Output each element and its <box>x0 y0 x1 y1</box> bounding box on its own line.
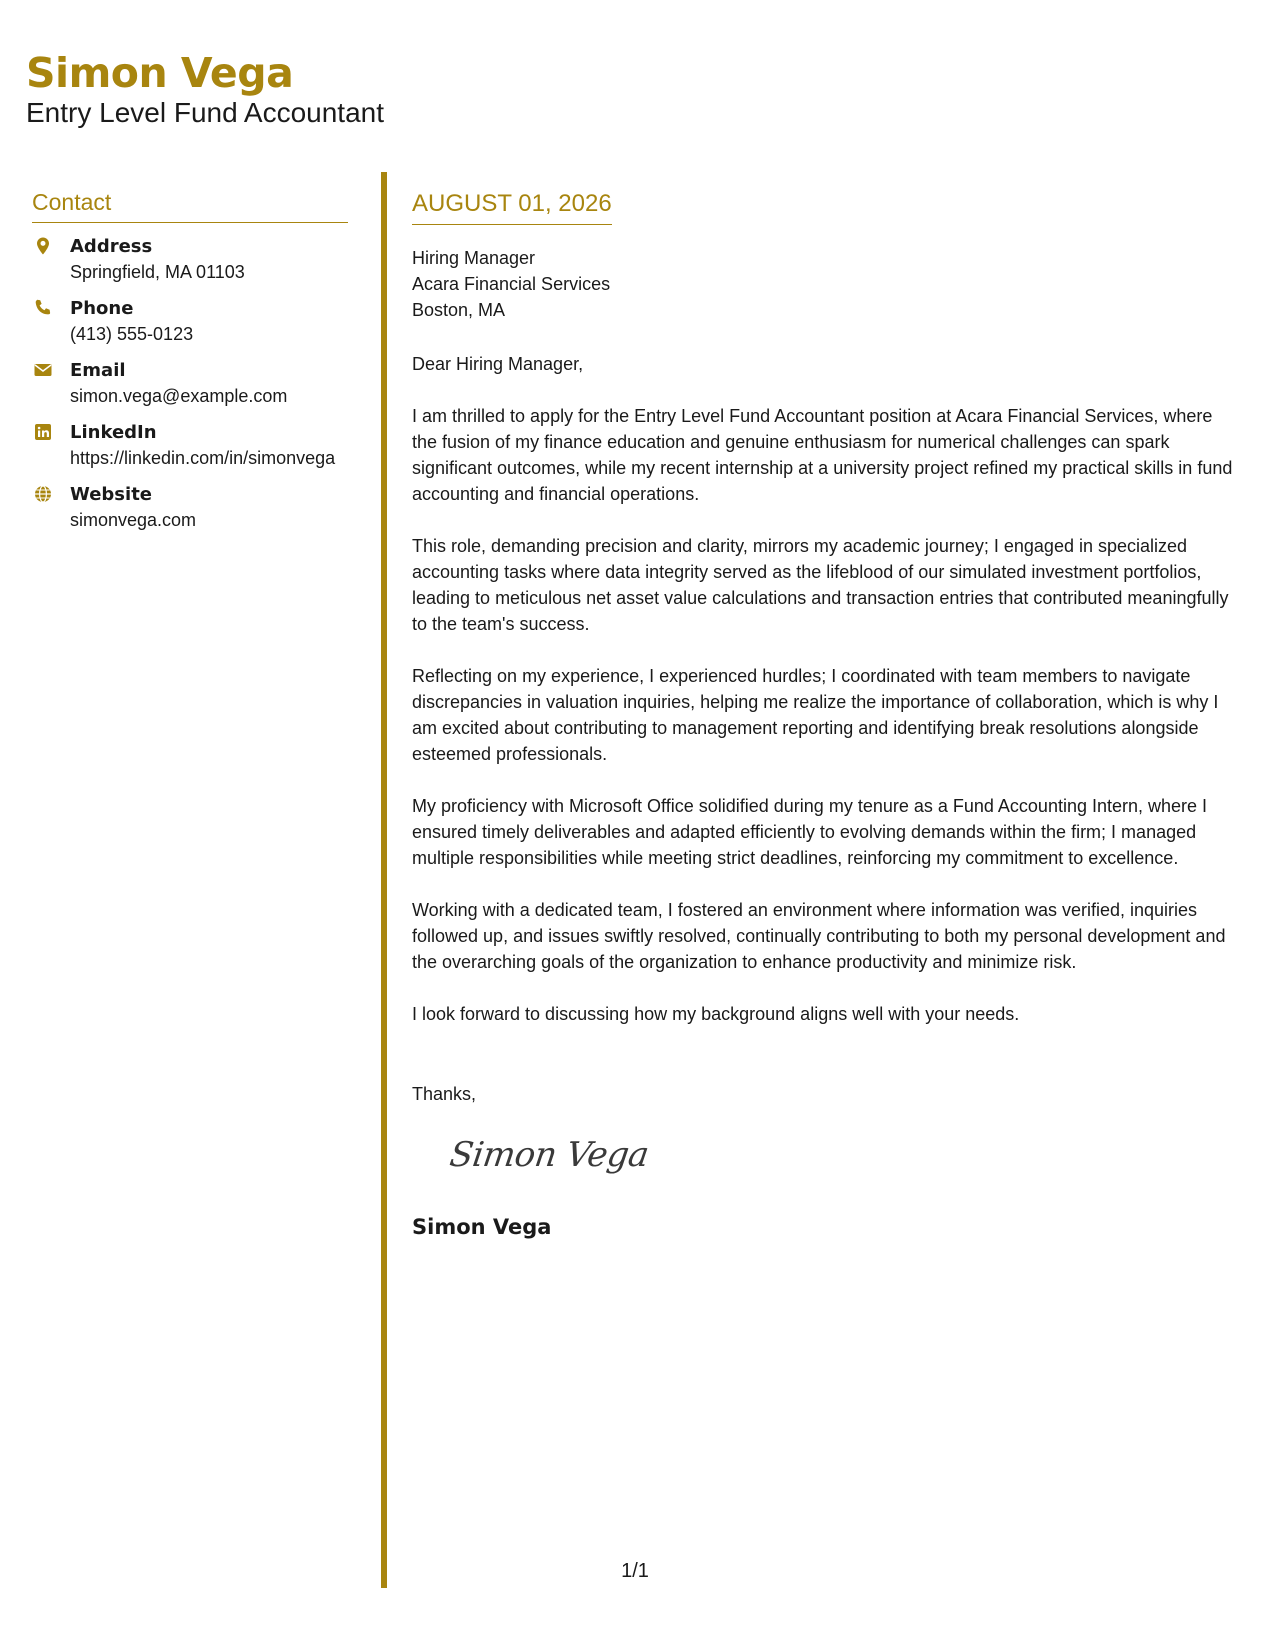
address-value: Springfield, MA 01103 <box>70 262 245 282</box>
contact-item-phone <box>32 297 348 347</box>
recipient-line: Hiring Manager <box>412 248 536 268</box>
email-value[interactable]: simon.vega@example.com <box>70 386 288 406</box>
letter-paragraph: Reflecting on my experience, I experienced hurdles; I coordinated with team members to navigate discrepancies in valuation inquiries, helping me realize the importance of collaboration, which is why I am excited about contributing to management reporting and identifying break resolutions alongside esteemed professionals. <box>412 666 1219 764</box>
contact-heading: Contact <box>32 188 348 223</box>
closing: Thanks, <box>412 1084 477 1104</box>
letter-date: AUGUST 01, 2026 <box>412 189 612 225</box>
website-label: Website <box>70 484 153 505</box>
letter-paragraph: I look forward to discussing how my background aligns well with your needs. <box>412 1004 1020 1024</box>
linkedin-value[interactable]: https://linkedin.com/in/simonvega <box>70 448 336 468</box>
envelope-icon <box>33 360 55 382</box>
letter-paragraph: I am thrilled to apply for the Entry Level Fund Accountant position at Acara Financial Services, where the fusion of my finance education and genuine enthusiasm for numerical challenges can spark significant outcomes, while my recent internship at a university project refined my practical skills in fund accounting and financial operations. <box>412 406 1233 504</box>
job-title: Entry Level Fund Accountant <box>26 97 384 128</box>
recipient-block <box>412 245 1242 323</box>
email-label: Email <box>70 360 126 381</box>
letter-body <box>412 189 1242 1241</box>
handwritten-signature <box>447 1131 1242 1187</box>
letter-paragraph: Working with a dedicated team, I fostered an environment where information was verified, inquiries followed up, and issues swiftly resolved, continually contributing to both my personal development and the overarching goals of the organization to enhance productivity and minimize risk. <box>412 900 1226 972</box>
signature-text: Simon Vega <box>447 1135 651 1175</box>
phone-label: Phone <box>70 298 134 319</box>
vertical-divider <box>381 172 387 1588</box>
contact-item-email <box>32 359 348 409</box>
page-number: 1/1 <box>621 1560 649 1582</box>
map-pin-icon <box>33 236 55 258</box>
letter-paragraph: My proficiency with Microsoft Office solidified during my tenure as a Fund Accounting Intern, where I ensured timely deliverables and adapted efficiently to evolving demands within the firm; I managed multiple responsibilities while meeting strict deadlines, reinforcing my commitment to excellence. <box>412 796 1208 868</box>
contact-item-website <box>32 483 348 533</box>
recipient-line: Acara Financial Services <box>412 274 611 294</box>
recipient-line: Boston, MA <box>412 300 506 320</box>
applicant-name: Simon Vega <box>26 49 294 97</box>
website-value[interactable]: simonvega.com <box>70 510 197 530</box>
linkedin-label: LinkedIn <box>70 422 157 443</box>
linkedin-icon <box>33 422 55 444</box>
signer-name: Simon Vega <box>412 1215 552 1239</box>
letter-paragraph: This role, demanding precision and clarity, mirrors my academic journey; I engaged in specialized accounting tasks where data integrity served as the lifeblood of our simulated investment portfolios, leading to meticulous net asset value calculations and transaction entries that contributed meaningfully to the team's success. <box>412 536 1229 634</box>
contact-sidebar <box>32 188 348 545</box>
letter-header <box>26 48 384 130</box>
phone-icon <box>33 298 55 320</box>
contact-item-linkedin <box>32 421 348 471</box>
globe-icon <box>33 484 55 506</box>
phone-value[interactable]: (413) 555-0123 <box>70 324 194 344</box>
address-label: Address <box>70 236 153 257</box>
salutation: Dear Hiring Manager, <box>412 354 584 374</box>
contact-item-address <box>32 235 348 285</box>
